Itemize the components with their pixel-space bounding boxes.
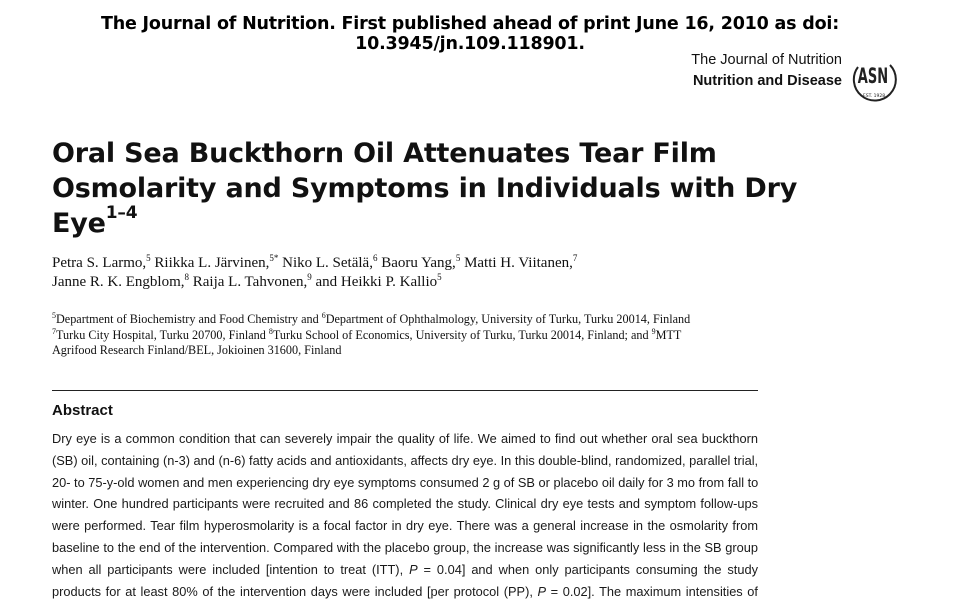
abstract-line: were performed. Tear film hyperosmolarity is a focal factor in dry eye. There was a general increase in the osmolarity from xyxy=(52,518,758,534)
abstract-heading: Abstract xyxy=(52,402,113,419)
affiliation-mark: 8 xyxy=(268,326,273,336)
article-title xyxy=(52,136,812,241)
asn-logo-text: ASN xyxy=(857,64,889,89)
abstract-line: (SB) oil, containing (n-3) and (n-6) fatty acids and antioxidants, affects dry eye. In this double-blind, randomized, parallel trial, xyxy=(52,452,759,468)
abstract-text: = 0.02]. The maximum intensities of xyxy=(546,583,758,599)
journal-section: Nutrition and Disease xyxy=(692,73,842,89)
p-value-symbol: P xyxy=(409,561,418,577)
abstract-line: Dry eye is a common condition that can severely impair the quality of life. We aimed to find out whether oral sea buckthorn xyxy=(52,431,758,446)
author-list xyxy=(52,254,812,292)
affiliation-mark: 7 xyxy=(52,326,56,336)
author-affiliation-mark: 7 xyxy=(572,253,578,263)
abstract-text: = 0.04] and when only participants consuming the study xyxy=(417,561,758,577)
author-affiliation-mark: 8 xyxy=(184,272,189,282)
author-affiliation-mark: 5* xyxy=(269,253,279,263)
affiliation-text: Department of Biochemistry and Food Chemistry and xyxy=(56,312,322,326)
p-value-symbol: P xyxy=(537,583,547,599)
abstract-body xyxy=(52,428,758,602)
author: Riikka L. Järvinen, xyxy=(154,255,270,271)
author: Baoru Yang, xyxy=(381,255,456,271)
abstract-text: products for at least 80% of the intervention days were included [per protocol (PP), xyxy=(52,583,538,599)
abstract-line: winter. One hundred participants were recruited and 86 completed the study. Clinical dry eye tests and symptom follow-ups xyxy=(52,496,758,512)
author-affiliation-mark: 5 xyxy=(455,253,461,263)
affiliation-text: Turku City Hospital, Turku 20700, Finland xyxy=(56,327,269,342)
affiliation-text: Agrifood Research Finland/BEL, Jokioinen 31600, Finland xyxy=(52,343,342,357)
author: Raija L. Tahvonen, xyxy=(192,274,308,290)
abstract-line xyxy=(52,581,758,603)
author: Niko L. Setälä, xyxy=(282,255,373,271)
asn-logo-subtext: EST. 1928 xyxy=(862,94,886,99)
affiliation-mark: 9 xyxy=(651,326,656,336)
affiliation-mark: 6 xyxy=(321,311,326,320)
author-affiliation-mark: 5 xyxy=(146,253,151,263)
author-affiliation-mark: 9 xyxy=(307,272,312,282)
abstract-text: when all participants were included [intention to treat (ITT), xyxy=(52,561,410,577)
author: Janne R. K. Engblom, xyxy=(52,274,185,290)
title-footnote-marks: 1–4 xyxy=(105,203,138,223)
abstract-line xyxy=(52,559,758,581)
affiliations xyxy=(52,312,792,359)
author-affiliation-mark: 5 xyxy=(437,272,442,282)
abstract-line: 20- to 75-y-old women and men experiencing dry eye symptoms consumed 2 g of SB or placebo oil daily for 3 mo from fall to xyxy=(52,474,759,490)
author: and Heikki P. Kallio xyxy=(315,274,438,290)
section-divider xyxy=(52,390,758,391)
abstract-line: baseline to the end of the intervention. Compared with the placebo group, the increase was significantly less in the SB group xyxy=(52,539,758,555)
publication-banner: The Journal of Nutrition. First published ahead of print June 16, 2010 as doi: 10.3945/jn.109.118901. xyxy=(101,14,839,54)
asn-logo xyxy=(850,53,898,105)
affiliation-mark: 5 xyxy=(52,311,56,320)
affiliation-text: Department of Ophthalmology, University of Turku, Turku 20014, Finland xyxy=(325,312,691,326)
journal-header xyxy=(691,50,842,92)
journal-name: The Journal of Nutrition xyxy=(691,52,842,68)
affiliation-text: MTT xyxy=(655,327,682,342)
author-affiliation-mark: 6 xyxy=(372,253,378,263)
affiliation-text: Turku School of Economics, University of Turku, Turku 20014, Finland; and xyxy=(272,327,652,342)
author: Petra S. Larmo, xyxy=(52,255,147,271)
author: Matti H. Viitanen, xyxy=(464,255,573,271)
article-title-text: Oral Sea Buckthorn Oil Attenuates Tear Film Osmolarity and Symptoms in Individuals with Dry Eye xyxy=(52,138,798,239)
